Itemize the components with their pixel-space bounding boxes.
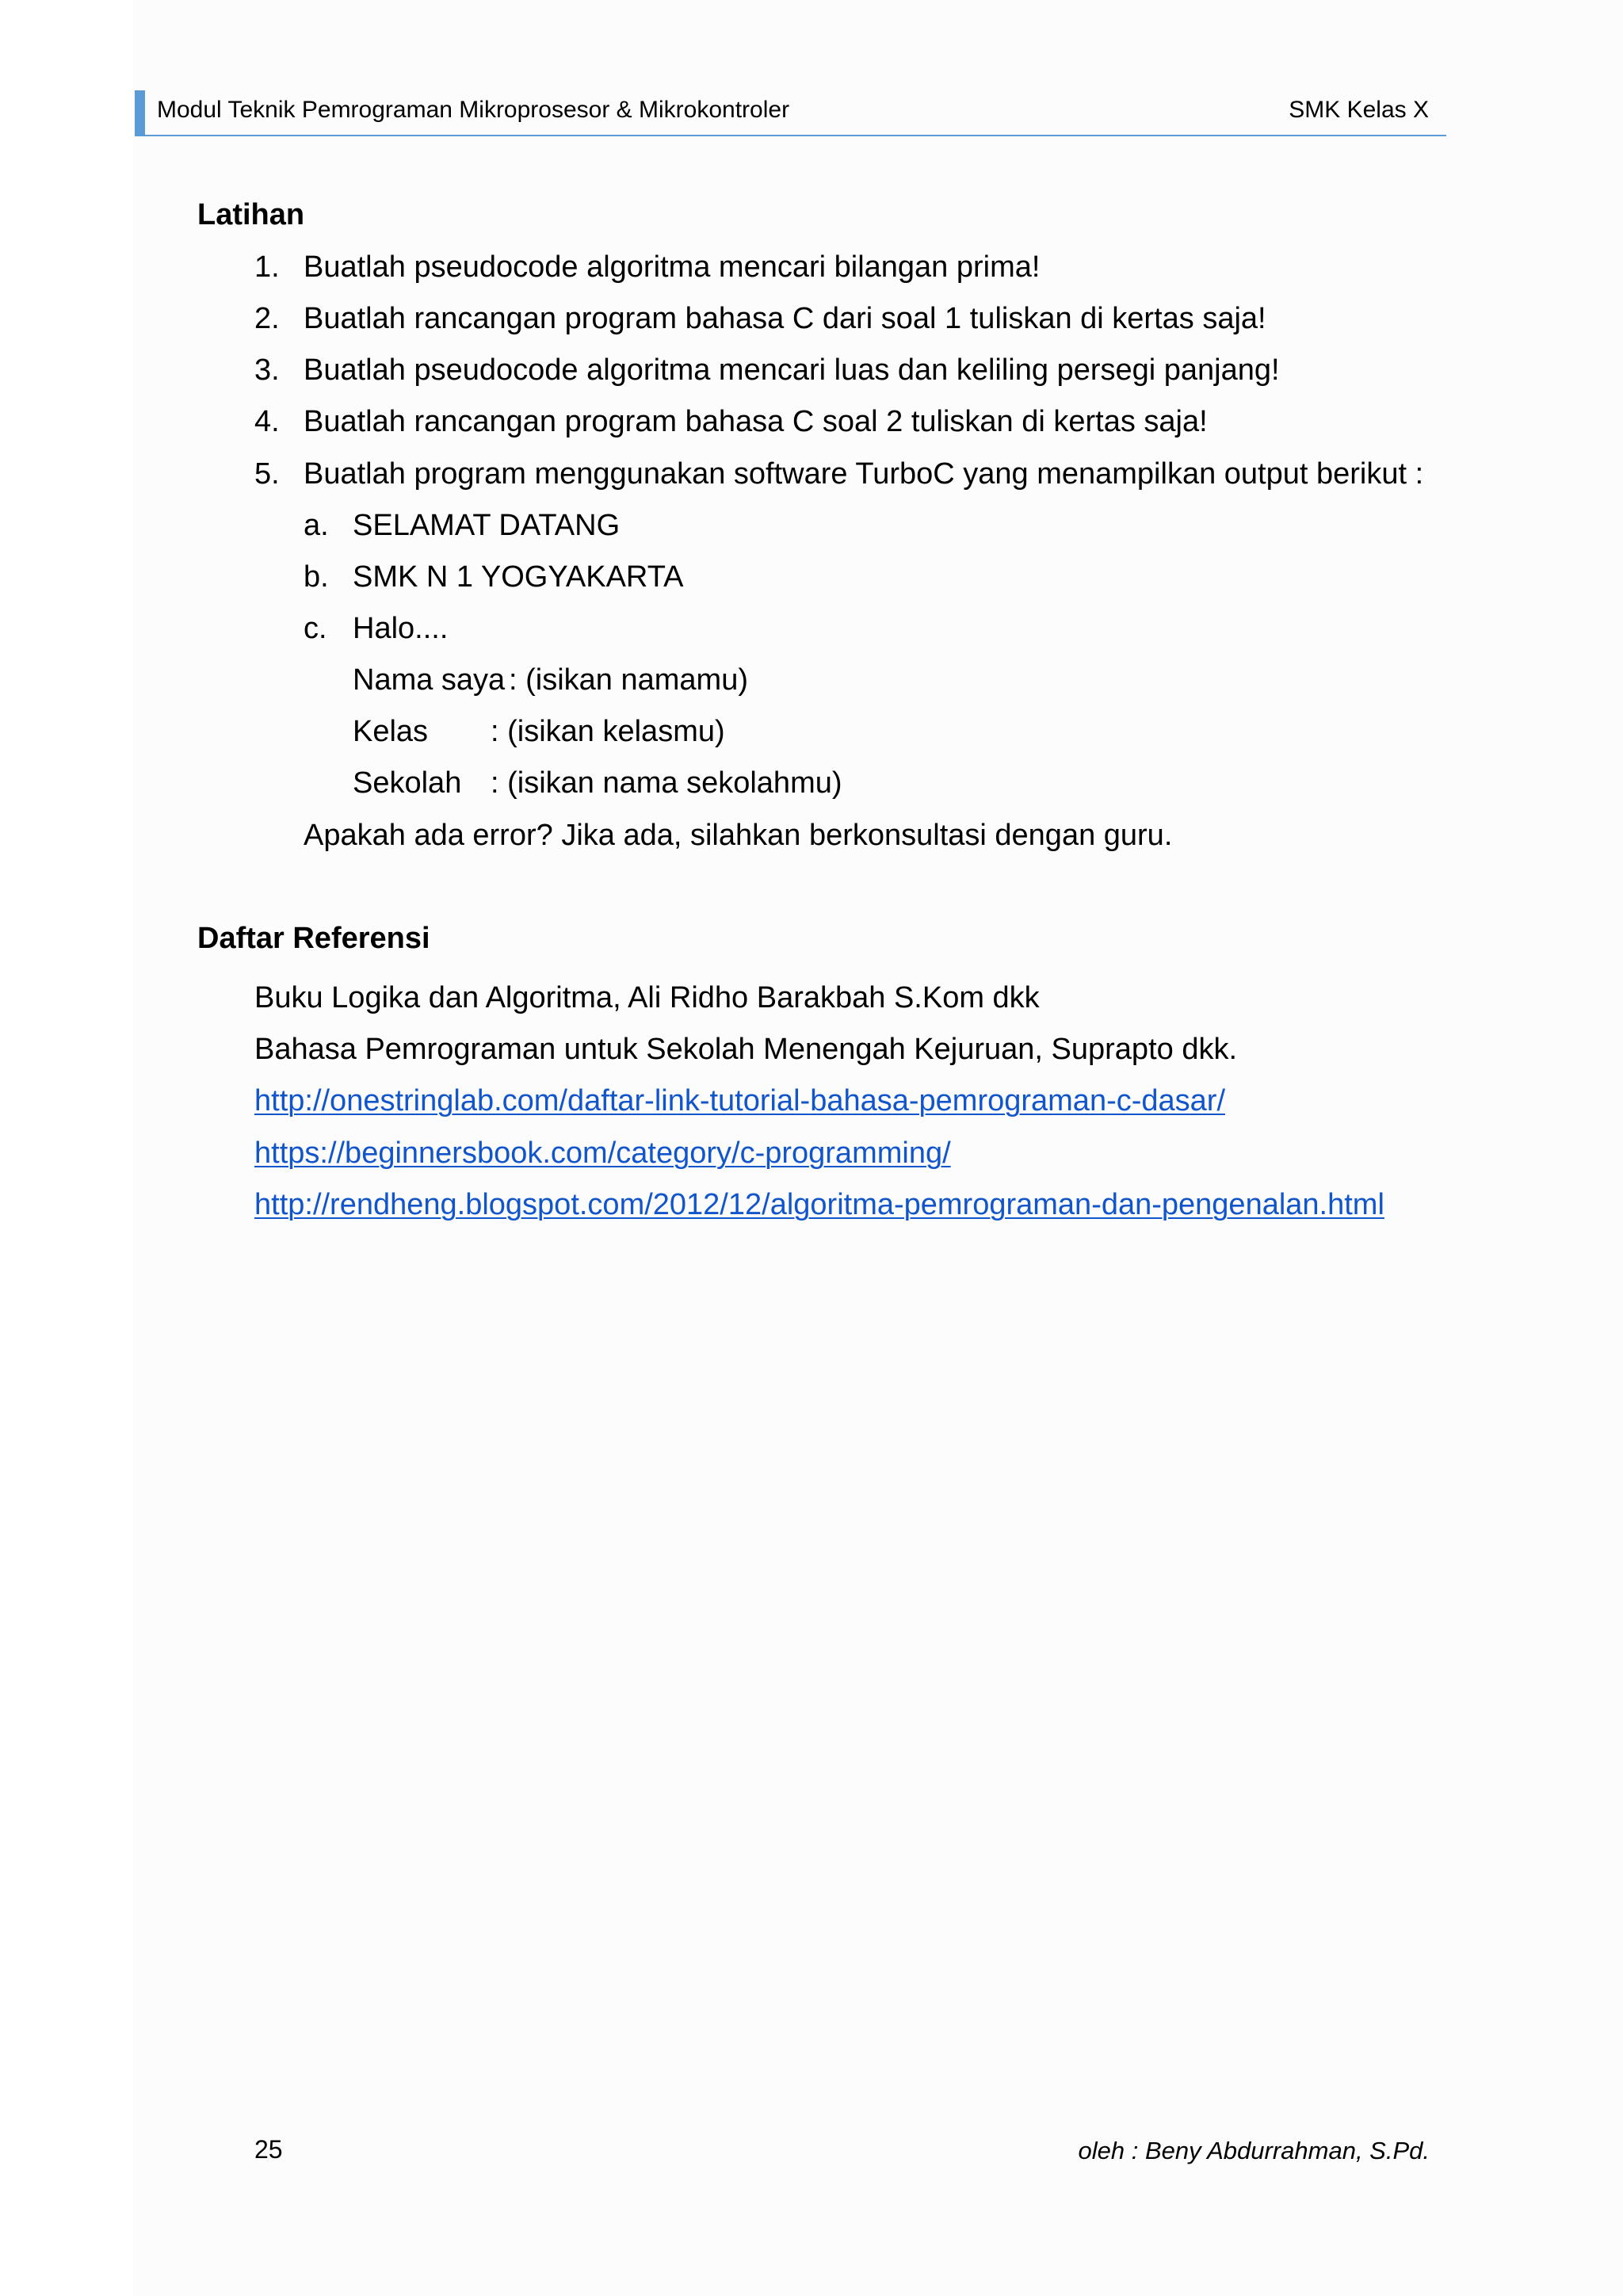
list-item-number: 3. <box>254 353 280 387</box>
sublist-item-text: Halo.... <box>353 612 449 645</box>
page-number: 25 <box>254 2135 283 2164</box>
list-item-number: 2. <box>254 302 280 335</box>
list-item-text: Buatlah program menggunakan software TurboC yang menampilkan output berikut : <box>304 457 1424 491</box>
sublist-item-letter: c. <box>304 612 327 645</box>
list-item-text: Buatlah rancangan program bahasa C soal 2 tuliskan di kertas saja! <box>304 405 1208 438</box>
field-value: : (isikan namamu) <box>509 663 748 697</box>
field-value: : (isikan kelasmu) <box>491 715 725 748</box>
field-label: Sekolah <box>353 766 462 800</box>
reference-book: Buku Logika dan Algoritma, Ali Ridho Barakbah S.Kom dkk <box>254 981 1040 1014</box>
reference-link[interactable]: https://beginnersbook.com/category/c-programming/ <box>254 1137 951 1170</box>
reference-link[interactable]: http://onestringlab.com/daftar-link-tutorial-bahasa-pemrograman-c-dasar/ <box>254 1084 1225 1117</box>
reference-book: Bahasa Pemrograman untuk Sekolah Menengah Kejuruan, Suprapto dkk. <box>254 1033 1238 1066</box>
list-item-text: Buatlah pseudocode algoritma mencari luas dan keliling persegi panjang! <box>304 353 1280 387</box>
page-header <box>135 89 1446 136</box>
list-item-number: 5. <box>254 457 280 491</box>
footer-author: oleh : Beny Abdurrahman, S.Pd. <box>1078 2137 1430 2164</box>
field-label: Kelas <box>353 715 429 748</box>
header-accent-bar <box>135 90 145 136</box>
sublist-item-letter: b. <box>304 560 329 594</box>
list-item-number: 4. <box>254 405 280 438</box>
list-item-text: Buatlah rancangan program bahasa C dari soal 1 tuliskan di kertas saja! <box>304 302 1266 335</box>
field-value: : (isikan nama sekolahmu) <box>491 766 842 800</box>
reference-link[interactable]: http://rendheng.blogspot.com/2012/12/algoritma-pemrograman-dan-pengenalan.html <box>254 1188 1384 1221</box>
sublist-item-letter: a. <box>304 509 329 542</box>
sublist-item-text: SELAMAT DATANG <box>353 509 621 542</box>
section-heading-referensi: Daftar Referensi <box>197 922 430 955</box>
header-module-title: Modul Teknik Pemrograman Mikroprosesor & Mikrokontroler <box>157 97 790 123</box>
section-heading-latihan: Latihan <box>197 198 305 231</box>
closing-note: Apakah ada error? Jika ada, silahkan berkonsultasi dengan guru. <box>304 819 1173 852</box>
list-item-number: 1. <box>254 250 280 284</box>
field-label: Nama saya <box>353 663 506 697</box>
sublist-item-text: SMK N 1 YOGYAKARTA <box>353 560 684 594</box>
header-class-label: SMK Kelas X <box>1289 97 1429 123</box>
list-item-text: Buatlah pseudocode algoritma mencari bilangan prima! <box>304 250 1041 284</box>
